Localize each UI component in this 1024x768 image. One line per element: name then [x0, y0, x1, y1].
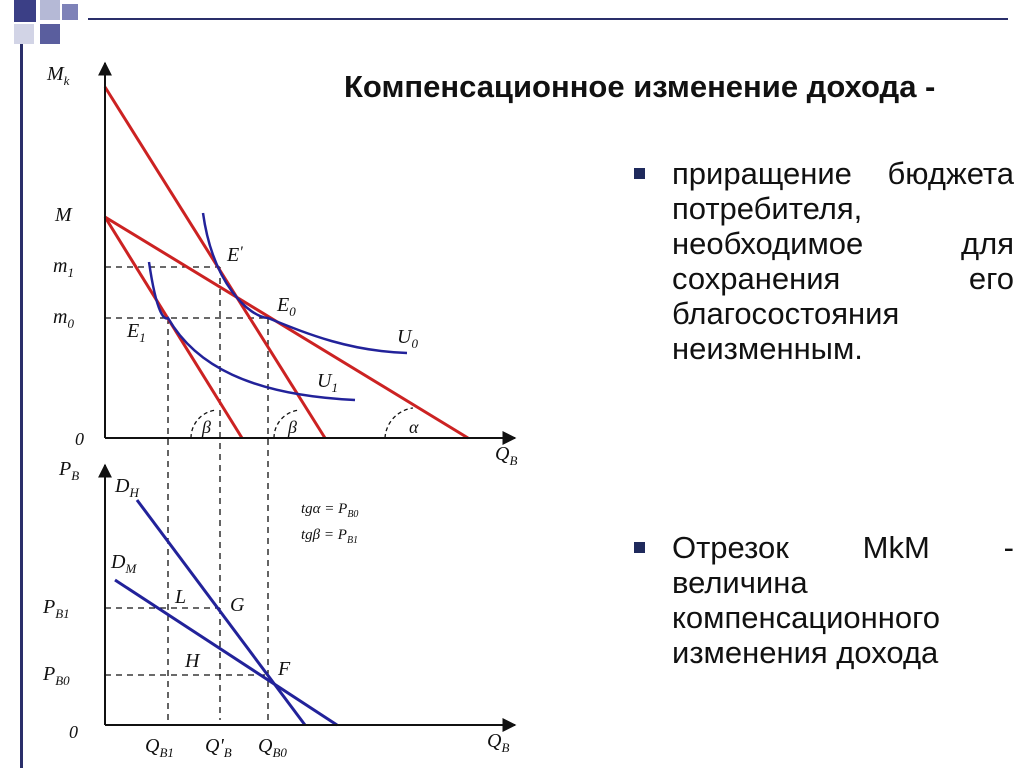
decorative-square — [40, 0, 60, 20]
point-label-e1: $E_1$ — [127, 320, 146, 345]
bullet-square-icon — [634, 168, 645, 179]
indifference-curve-u0 — [203, 213, 407, 353]
top-y-axis-label: $M_k$ — [47, 63, 70, 88]
bullet-text: приращение бюджета потребителя, необходимое для сохранения его благосостояния неизменным. — [672, 156, 1014, 366]
top-panel — [46, 63, 517, 720]
bullet-item — [634, 156, 1014, 366]
bottom-y-axis-label: $P_B$ — [59, 458, 80, 483]
formula-tg-beta: $tg\beta = P_{B1}$ — [301, 527, 359, 546]
curve-label-dh: $D_H$ — [115, 475, 139, 500]
bottom-x-axis-label: $Q_B$ — [487, 730, 510, 755]
bullet-square-icon — [634, 542, 645, 553]
curve-label-u0: $U_0$ — [397, 326, 418, 351]
angle-label-beta-1: β — [202, 417, 211, 437]
tick-label-qb1: $Q_{B1}$ — [145, 735, 174, 760]
decorative-square — [14, 24, 34, 44]
tick-label-pb0: $P_{B0}$ — [43, 663, 70, 688]
point-label-g: G — [230, 594, 245, 616]
tick-label-m1: $m_1$ — [53, 255, 74, 280]
top-x-axis-label: $Q_B$ — [495, 443, 518, 468]
tick-label-M: M — [55, 204, 72, 226]
angle-label-alpha: α — [409, 417, 419, 437]
point-label-h: H — [185, 650, 200, 672]
formula-tg-alpha: $tg\alpha = P_{B0}$ — [301, 501, 359, 520]
slide-title: Компенсационное изменение дохода - — [344, 69, 936, 104]
decorative-square — [40, 24, 60, 44]
decorative-square — [14, 0, 36, 22]
budget-line-m-shallow — [105, 217, 468, 438]
tick-label-q-prime-b: $Q'_B$ — [205, 735, 232, 760]
curve-label-u1: $U_1$ — [317, 370, 338, 395]
point-label-l: L — [175, 586, 187, 608]
point-label-eprime: E' — [227, 244, 243, 266]
point-label-e0: $E_0$ — [277, 294, 296, 319]
top-rule — [88, 18, 1008, 20]
angle-label-beta-2: β — [288, 417, 297, 437]
bullet-item — [634, 530, 1014, 670]
bullet-text: Отрезок MkM - величина компенсационного изменения дохода — [672, 530, 1014, 670]
tick-label-m0: $m_0$ — [53, 306, 74, 331]
tick-label-qb0: $Q_{B0}$ — [258, 735, 287, 760]
decorative-square — [62, 4, 78, 20]
bottom-panel — [42, 458, 515, 760]
top-origin-label: 0 — [75, 429, 84, 449]
left-rule — [20, 44, 23, 768]
compensating-variation-diagram — [25, 55, 525, 768]
point-label-f: F — [278, 658, 291, 680]
bottom-origin-label: 0 — [69, 722, 78, 742]
tick-label-pb1: $P_{B1}$ — [43, 596, 70, 621]
curve-label-dm: $D_M$ — [111, 551, 137, 576]
demand-curve-dm — [115, 580, 337, 725]
